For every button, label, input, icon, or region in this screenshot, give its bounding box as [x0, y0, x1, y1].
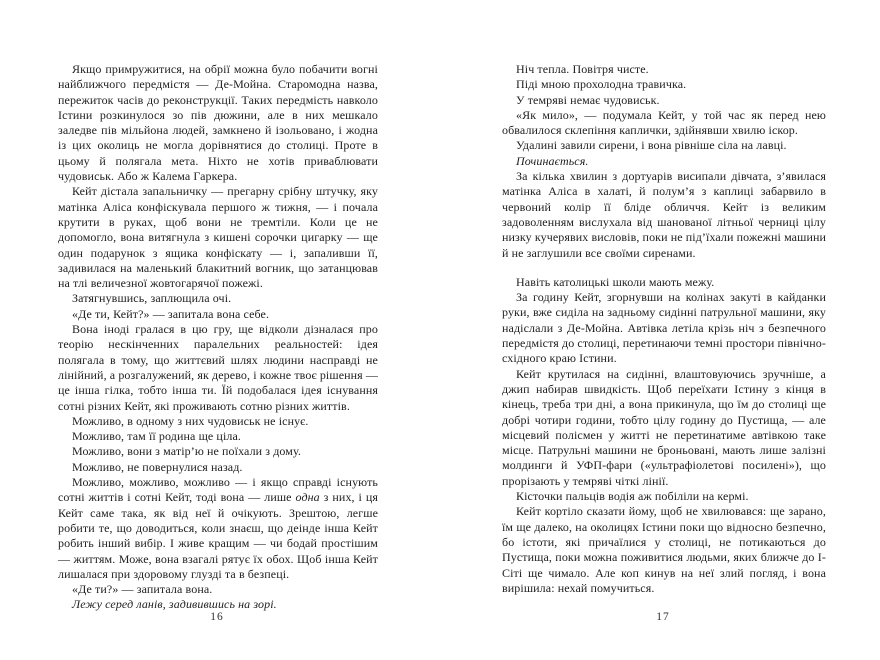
text-segment: Можливо, вони з матір’ю не поїхали з дому.: [72, 444, 301, 459]
italic-text-segment: одна: [295, 490, 320, 505]
paragraph: [502, 367, 826, 489]
text-segment: Затягнувшись, заплющила очі.: [72, 291, 232, 306]
paragraph: [502, 290, 826, 366]
paragraph: [58, 429, 378, 444]
right-page-text-column: [502, 62, 826, 596]
left-page-number: 16: [210, 611, 224, 623]
paragraph: [58, 184, 378, 291]
text-segment: Піді мною прохолодна травичка.: [516, 77, 687, 92]
paragraph: [58, 307, 378, 322]
text-segment: «Як мило», — подумала Кейт, у той час як перед нею обвалилося склепіння каплички, здійнявши хвилю іскор.: [502, 107, 826, 138]
paragraph: [502, 93, 826, 108]
text-segment: Можливо, не повернулися назад.: [72, 459, 243, 474]
paragraph: [502, 62, 826, 77]
section-break: [502, 261, 826, 275]
right-page-number: 17: [656, 611, 670, 623]
paragraph: [502, 154, 826, 169]
text-segment: Можливо, можливо, можливо — і якщо справді існують сотні життів і сотні Кейт, тоді вона — лише: [58, 475, 378, 505]
text-segment: Кейт кортіло сказати йому, щоб не хвилювався: ще зарано, їм ще далеко, на околицях Істини поки що відносно безпечно, бо істоти, які причаїлися у столиці, не потикаються до Пустища, поки можна поживитися людьми, яких ближче до І-Сіті ще чимало. Але коп кинув на неї злий погляд, і вона вирішила: нехай помучиться.: [502, 504, 826, 595]
text-segment: Кейт крутилася на сидінні, влаштовуючись зручніше, а джип набирав швидкість. Щоб переїхати Істину з кінця в кінець, треба три дні, а вона прикинула, що їм до столиці ще добрі чотири години, тобто цілу годину до Пустища, — але місцевий полісмен у житті не перетинатиме автівкою таке місце. Патрульні машини не броньовані, мають лише залізні молдинги й УФП-фари («ультрафіолетові посилені»), що прорізають у темряві чіткі лінії.: [502, 366, 826, 488]
text-segment: Кісточки пальців водія аж побіліли на кермі.: [516, 489, 749, 504]
text-segment: Можливо, в одному з них чудовиськ не існує.: [72, 413, 309, 428]
left-page-text-column: [58, 62, 378, 613]
paragraph: [502, 489, 826, 504]
paragraph: [58, 475, 378, 582]
text-segment: Ніч тепла. Повітря чисте.: [516, 62, 649, 76]
text-segment: Якщо примружитися, на обрії можна було побачити вогні найближчого передмістя — Де-Мойна. Старомодна назва, пережиток часів до реконструкції. Таких передмість навколо Істини розкинулося зо пів дюжини, але в них мешкало заледве пів мільйона людей, замкнено й ізольовано, і жодна із цих околиць не могла дорівнятися до столиці. Проте в цьому й полягала мета. Ніхто не хотів приваблювати чудовиськ. Або ж Калема Гаркера.: [58, 62, 378, 184]
paragraph: [502, 275, 826, 290]
paragraph: [502, 169, 826, 261]
paragraph: [58, 444, 378, 459]
text-segment: з них, і ця Кейт саме така, як від неї й очікують. Зрештою, легше робити те, що доводиться, коли знаєш, що деінде інша Кейт робить інший вибір. І живе кращим — чи бодай простішим — життям. Може, вона взагалі рятує їх обох. Щоб інша Кейт лишалася при здоровому глузді та в безпеці.: [58, 490, 378, 581]
text-segment: Лежу серед ланів, задивившись на зорі.: [72, 597, 277, 612]
text-segment: Вона іноді гралася в цю гру, ще відколи дізналася про теорію нескінченних паралельних реальностей: ідея полягала в тому, що життєвий шлях людини насправді не лінійний, а розгалужений, як дерево, і кожне твоє рішення — це інша гілка, тобто інша ти. Їй подобалася ідея існування сотні різних Кейт, які проживають сотню різних життів.: [58, 322, 378, 413]
paragraph: [502, 138, 826, 153]
paragraph: [502, 504, 826, 596]
paragraph: [58, 460, 378, 475]
text-segment: Можливо, там її родина ще ціла.: [72, 429, 242, 444]
text-segment: У темряві немає чудовиськ.: [516, 92, 660, 107]
paragraph: [58, 291, 378, 306]
text-segment: «Де ти?» — запитала вона.: [72, 582, 213, 597]
paragraph: [502, 77, 826, 92]
text-segment: Починається.: [516, 153, 589, 168]
text-segment: За кілька хвилин з дортуарів висипали дівчата, з’явилася матінка Аліса в халаті, й полум’я з каплиці забарвило в червоний колір її бліде обличчя. Кейт із великим задоволенням вислухала від шанованої літньої черниці цілу низку кучерявих висловів, поки не під’їхали пожежні машини й не заглушили все своїми сиренами.: [502, 169, 827, 260]
paragraph: [58, 414, 378, 429]
paragraph: [58, 582, 378, 597]
text-segment: Навіть католицькі школи мають межу.: [516, 274, 715, 289]
paragraph: [58, 322, 378, 414]
text-segment: Удалині завили сирени, і вона рівніше сіла на лавці.: [516, 138, 787, 153]
text-segment: Кейт дістала запальничку — прегарну срібну штучку, яку матінка Аліса конфіскувала першого ж тижня, — і почала крутити в руках, щоб вони не тремтіли. Коли це не допомогло, вона витягнула з кишені сорочки цигарку — ще один подарунок з ящика конфіскату — і, запаливши її, задивилася на маленький блакитний вогник, що затанцював на тлі величезної жовтогарячої пожежі.: [58, 184, 378, 291]
paragraph: [502, 108, 826, 139]
paragraph: [58, 62, 378, 184]
text-segment: За годину Кейт, згорнувши на колінах закуті в кайданки руки, вже сиділа на задньому сидінні патрульної машини, яку надіслали з Де-Мойна. Автівка летіла крізь ніч з безпечного передмістя до столиці, перетинаючи темні простори північно-східного краю Істини.: [502, 290, 826, 366]
text-segment: «Де ти, Кейт?» — запитала вона себе.: [72, 306, 270, 321]
